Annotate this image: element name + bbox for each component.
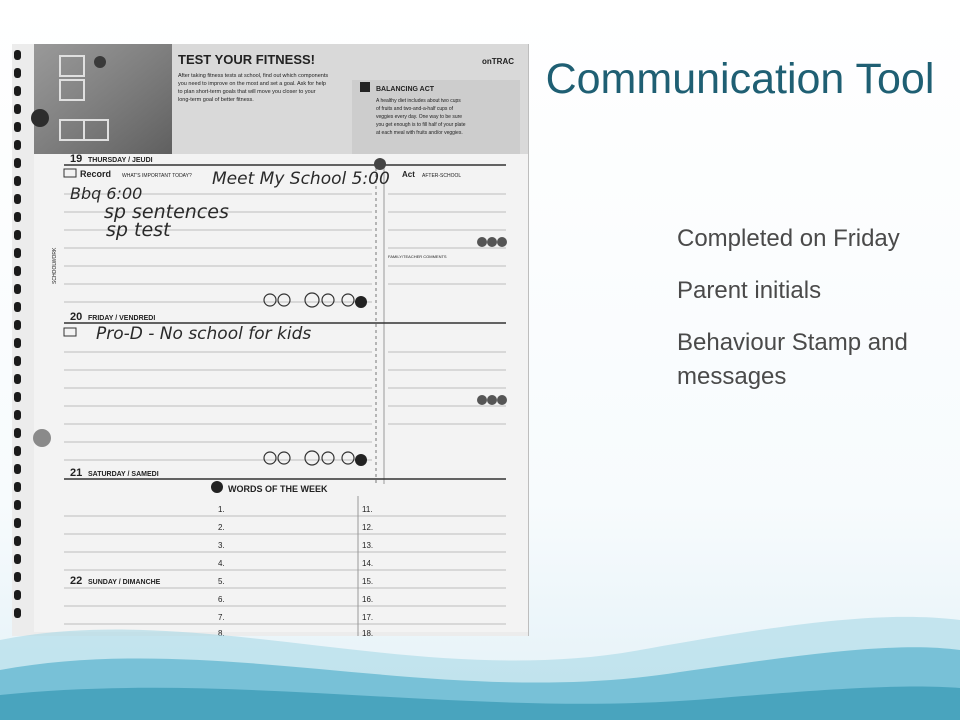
day-name: FRIDAY / VENDREDI [88, 315, 156, 322]
planner-photo [12, 44, 529, 636]
word-slot: 1. [218, 505, 225, 514]
handwriting-note: sp sentences [104, 201, 229, 223]
word-slot: 7. [218, 613, 225, 622]
bullet-list [677, 222, 947, 412]
bullet-item: Parent initials [677, 277, 822, 304]
word-slot: 17. [362, 613, 374, 622]
day-number: 22 [70, 575, 83, 587]
sidebar-title: BALANCING ACT [376, 86, 435, 93]
word-slot: 6. [218, 595, 225, 604]
banner-body-line: you need to improve on the most and set a goal. Ask for help [178, 81, 326, 87]
schoolwork-label: SCHOOLWORK [52, 247, 58, 284]
sidebar-body-line: A healthy diet includes about two cups [376, 98, 461, 104]
slide-title [540, 52, 940, 106]
word-slot: 18. [362, 629, 374, 636]
day-name: SATURDAY / SAMEDI [88, 471, 159, 478]
sidebar-body-line: of fruits and two-and-a-half cups of [376, 106, 453, 112]
word-slot: 12. [362, 523, 374, 532]
banner-title: TEST YOUR FITNESS! [178, 52, 315, 67]
handwriting-note: Pro-D - No school for kids [96, 324, 312, 344]
slide-title-text: Communication Tool [545, 55, 935, 103]
handwriting-note: Bbq 6:00 [70, 184, 143, 203]
brand-logo: onTRAC [482, 57, 514, 66]
word-slot: 8. [218, 629, 225, 636]
bullet-item: Behaviour Stamp and messages [677, 329, 908, 390]
banner-photo [31, 44, 172, 154]
record-label: Record [80, 169, 112, 179]
word-slot: 16. [362, 595, 374, 604]
day-number: 20 [70, 311, 83, 323]
banner-body-line: After taking fitness tests at school, find out which components [178, 73, 329, 79]
word-slot: 2. [218, 523, 225, 532]
sidebar-body-line: you get enough is to fill half of your plate [376, 122, 466, 128]
word-slot: 11. [362, 505, 373, 514]
act-sub: AFTER-SCHOOL [422, 173, 462, 179]
day-number: 21 [70, 467, 83, 479]
act-label: Act [402, 170, 415, 179]
word-slot: 15. [362, 577, 374, 586]
words-title: WORDS OF THE WEEK [228, 484, 328, 494]
banner-body-line: long-term goal of better fitness. [178, 97, 254, 103]
banner-body-line: to plan short-term goals that will move you closer to your [178, 89, 316, 95]
day-name: SUNDAY / DIMANCHE [88, 579, 161, 586]
record-prompt: WHAT'S IMPORTANT TODAY? [122, 173, 192, 179]
sidebar-body-line: at each meal with fruits and/or veggies. [376, 130, 463, 136]
handwriting-note: sp test [106, 219, 171, 241]
word-slot: 14. [362, 559, 374, 568]
day-number: 19 [70, 153, 83, 165]
decorative-wave [0, 580, 960, 720]
word-slot: 13. [362, 541, 374, 550]
bullet-item: Completed on Friday [677, 225, 900, 252]
handwriting-note: Meet My School 5:00 [212, 169, 390, 189]
word-slot: 5. [218, 577, 225, 586]
day-name: THURSDAY / JEUDI [88, 157, 153, 164]
family-comments-label: FAMILY/TEACHER COMMENTS [388, 254, 447, 259]
sidebar-body-line: veggies every day. One way to be sure [376, 114, 463, 120]
word-slot: 4. [218, 559, 225, 568]
word-slot: 3. [218, 541, 225, 550]
